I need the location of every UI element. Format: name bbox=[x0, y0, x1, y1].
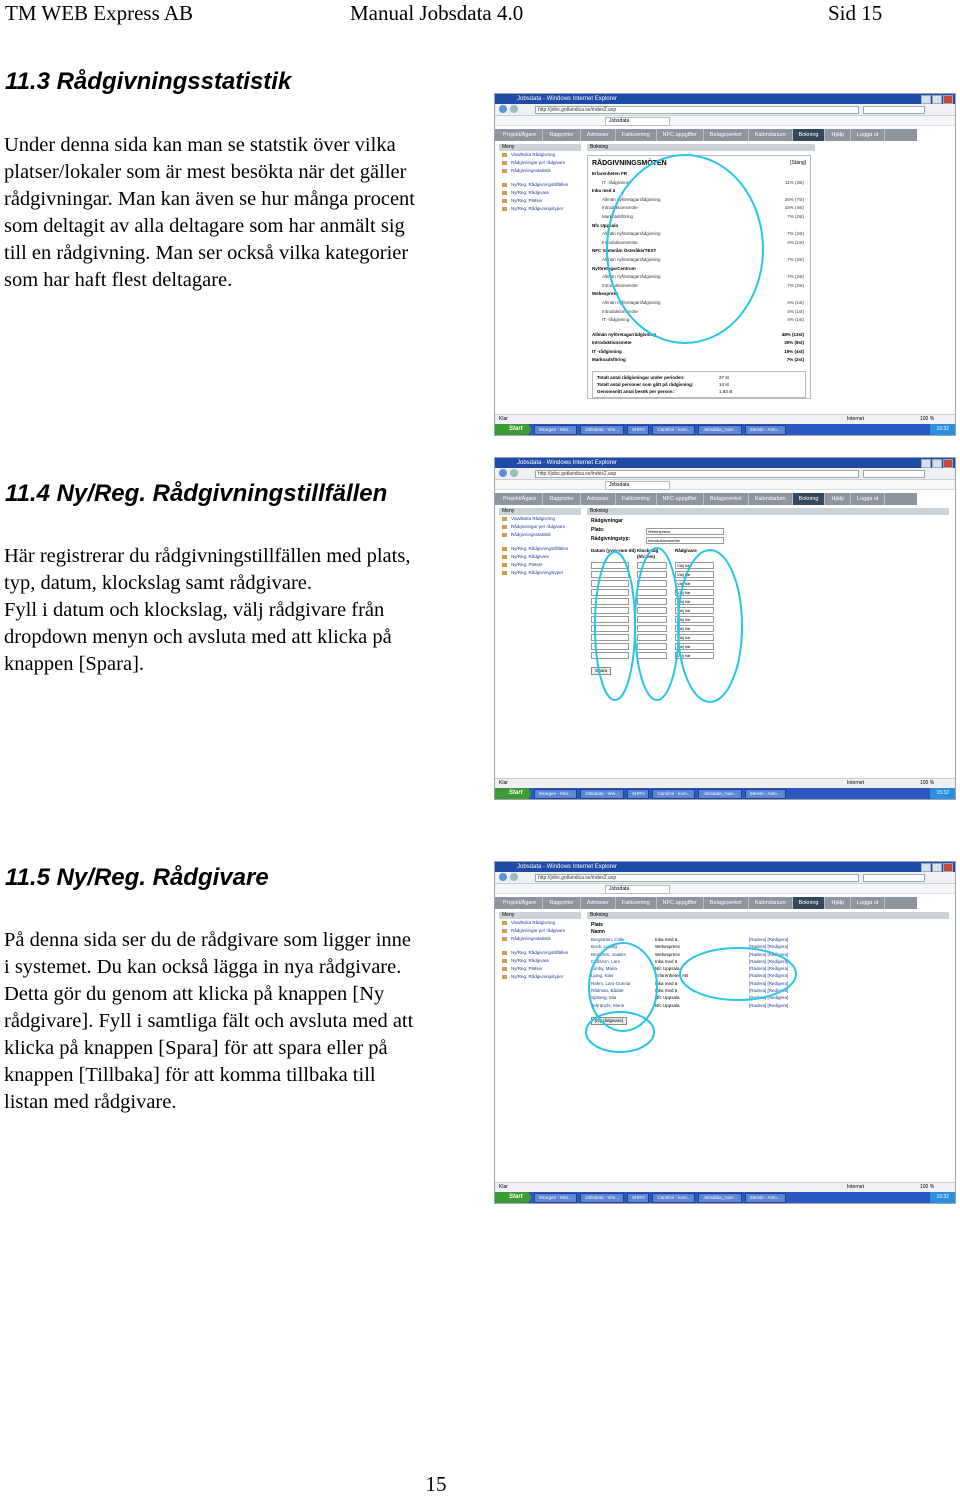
advisor-select[interactable]: Välj här bbox=[675, 580, 714, 587]
type-select[interactable]: Introduktionsmöte bbox=[646, 537, 724, 544]
stats-row: Erfarenheten FR bbox=[592, 171, 628, 176]
advisor-place: Inka med ä bbox=[655, 937, 678, 942]
row-actions[interactable]: [Radera] [Redigera] bbox=[749, 951, 789, 957]
advisor-name-link[interactable]: Carlsson, Lars bbox=[591, 958, 621, 964]
menu-item[interactable]: Bolagsverket bbox=[704, 493, 749, 505]
row-actions[interactable]: [Radera] [Redigera] bbox=[749, 973, 789, 979]
sidebar: Meny Visa/Boka Rådgivning Rådgivningar per rådgivare Rådgivningsstatistik Ny/Reg. Rådgivningstillfällen Ny/Reg. Rådgivare Ny/Reg. Platser Ny/Reg. Rådgivningstyper bbox=[499, 508, 581, 577]
advisor-select[interactable]: Välj här bbox=[675, 598, 714, 605]
minimize-icon[interactable] bbox=[921, 459, 931, 468]
forward-icon[interactable] bbox=[510, 873, 518, 881]
menu-item[interactable]: Hjälp bbox=[825, 493, 851, 505]
url-field[interactable]: http://jobs.gotlandica.se/index2.asp bbox=[535, 874, 859, 882]
row-actions[interactable]: [Radera] [Redigera] bbox=[749, 980, 789, 986]
advisor-name-link[interactable]: Sjöberg, Mia bbox=[591, 995, 617, 1001]
column-time: Klockslag (hh:mm) bbox=[637, 548, 659, 559]
section-text: På denna sida ser du de rådgivare som ligger inne i systemet. Du kan också lägga in nya rådgivare. Detta gör du genom att klicka på knappen [Ny rådgivare]. Fyll i samtliga fält och avsluta med att klicka på knappen [Spara] för att spara eller på knappen [Tillbaka] för att komma tillbaka till listan med rådgivare. bbox=[4, 929, 414, 1113]
menu-item[interactable]: Logga ut bbox=[851, 129, 885, 141]
minimize-icon[interactable] bbox=[921, 95, 931, 104]
sidebar-item[interactable]: Visa/Boka Rådgivning bbox=[499, 515, 581, 523]
sidebar-item[interactable]: Ny/Reg. Rådgivningstyper bbox=[499, 973, 581, 981]
date-input[interactable] bbox=[591, 589, 629, 596]
sidebar: Meny Visa/Boka Rådgivning Rådgivningar per rådgivare Rådgivningsstatistik Ny/Reg. Rådgivningstillfällen Ny/Reg. Rådgivare Ny/Reg. Platser Ny/Reg. Rådgivningstyper bbox=[499, 912, 581, 981]
menu-item[interactable]: Bolagsverket bbox=[704, 129, 749, 141]
address-bar bbox=[495, 872, 955, 884]
row-actions[interactable]: [Radera] [Redigera] bbox=[749, 944, 789, 950]
advisor-name-link[interactable]: Ljung, Klas bbox=[591, 973, 614, 979]
task-button[interactable]: Inkorgen - Micr... bbox=[534, 789, 578, 799]
start-button[interactable]: Start bbox=[495, 424, 531, 435]
task-button[interactable]: Jobsdata_man... bbox=[698, 789, 741, 799]
time-input[interactable] bbox=[637, 634, 667, 641]
task-button[interactable]: Jobsdata_man... bbox=[698, 1193, 741, 1203]
date-input[interactable] bbox=[591, 571, 629, 578]
table-row bbox=[587, 972, 949, 979]
back-icon[interactable] bbox=[499, 873, 507, 881]
time-input[interactable] bbox=[637, 616, 667, 623]
stats-row: Introduktionsmöte 15% (4st) bbox=[602, 205, 804, 211]
sidebar-item[interactable]: Ny/Reg. Platser bbox=[499, 197, 581, 205]
table-row bbox=[587, 965, 949, 972]
stats-row: Marknadsföring 7% (2st) bbox=[602, 213, 804, 219]
table-row bbox=[587, 958, 949, 965]
sidebar-item[interactable]: Ny/Reg. Platser bbox=[499, 965, 581, 973]
advisor-name-link[interactable]: Kimby, Maria bbox=[591, 966, 617, 972]
advisor-select[interactable]: Välj här bbox=[675, 607, 714, 614]
menu-item[interactable]: Kalendarium bbox=[749, 897, 793, 909]
menu-item-active[interactable]: Bokning bbox=[793, 493, 826, 505]
sidebar-item[interactable]: Rådgivningsstatistik bbox=[499, 167, 581, 175]
time-input[interactable] bbox=[637, 625, 667, 632]
advisor-place: Nfc Uppsala bbox=[655, 1002, 680, 1008]
header-manual: Manual Jobsdata 4.0 bbox=[350, 1, 524, 25]
stats-row: Introduktionsmöte 4% (1st) bbox=[602, 308, 804, 314]
advisor-select[interactable]: Välj här bbox=[675, 616, 714, 623]
row-actions[interactable]: [Radera] [Redigera] bbox=[749, 966, 789, 972]
column-name: Namn bbox=[591, 929, 605, 935]
menu-item[interactable]: Adresser bbox=[581, 493, 616, 505]
menu-item-active[interactable]: Bokning bbox=[793, 897, 826, 909]
status-bar: Klar Internet 100 % bbox=[495, 414, 955, 424]
section-heading: 11.3 Rådgivningsstatistik bbox=[5, 68, 292, 95]
table-row bbox=[587, 943, 949, 950]
maximize-icon[interactable] bbox=[932, 95, 942, 104]
column-advisor: Rådgivare bbox=[675, 548, 697, 553]
form-row bbox=[587, 580, 949, 587]
sidebar-item[interactable]: Rådgivningsstatistik bbox=[499, 531, 581, 539]
stats-row: Allmän nyföretagarrådgivning 26% (7st) bbox=[602, 196, 804, 202]
form-row bbox=[587, 625, 949, 632]
menu-item-active[interactable]: Bokning bbox=[793, 129, 826, 141]
advisor-name-link[interactable]: Bergström, Calle bbox=[591, 937, 625, 942]
task-button[interactable]: SHPH bbox=[627, 1193, 650, 1203]
sidebar-item[interactable]: Visa/Boka Rådgivning bbox=[499, 151, 581, 159]
advisors-panel: Bokning Plats Namn Bergström, Calle Inka med ä [Radera] [Redigera] Bock, Ludvig Webexpress [Radera] [Redigera] Broström, Joakim Webexpress [Radera] [Redigera] Carlsson, Lars Inka med ä [Radera] [Redigera] Kimby, Maria Nfc Uppsala [Radera] [Redigera] Ljung, Klas Erfarenheten AB [Radera] [Redigera] Rahm, Lars-Gunnar Inka med ä [Radera] [Redigera] Rådman, Bådde Inka med ä [Radera] [Redigera] Sjöberg, Mia Nfc Uppsala [Radera] [Redigera] Tehranchi, Marie Nfc Uppsala [Radera] [Redigera] [Ny rådgivare] bbox=[587, 912, 949, 1027]
task-button[interactable]: Caroline - kom... bbox=[652, 1193, 695, 1203]
advisor-place: Webexpress bbox=[655, 951, 680, 957]
menu-item[interactable]: NFC uppgifter bbox=[657, 129, 704, 141]
close-icon[interactable] bbox=[943, 459, 953, 468]
logo-icon bbox=[917, 129, 955, 141]
main-menu bbox=[495, 897, 955, 909]
task-button[interactable]: Stensb - Anto... bbox=[745, 425, 786, 435]
stats-row: NyföretagarCentrum bbox=[592, 265, 636, 271]
save-button[interactable]: Spara bbox=[591, 667, 611, 675]
column-date: Datum (yyyy-mm-dd) bbox=[591, 548, 636, 553]
menu-item[interactable]: Rapporter bbox=[543, 493, 580, 505]
advisor-select[interactable]: Välj här bbox=[675, 589, 714, 596]
advisor-name-link[interactable]: Tehranchi, Marie bbox=[591, 1002, 625, 1008]
advisor-name-link[interactable]: Bock, Ludvig bbox=[591, 944, 617, 950]
forward-icon[interactable] bbox=[510, 105, 518, 113]
row-actions[interactable]: [Radera] [Redigera] bbox=[749, 1002, 789, 1008]
sidebar-item[interactable]: Rådgivningar per rådgivare bbox=[499, 927, 581, 935]
clock: 15:32 bbox=[930, 788, 955, 799]
taskbar bbox=[495, 788, 955, 799]
task-button[interactable]: Inkorgen - Micr... bbox=[534, 1193, 578, 1203]
window-titlebar: Jobsdata - Windows Internet Explorer bbox=[495, 94, 955, 104]
advisor-place: Inka med ä bbox=[655, 980, 678, 986]
date-input[interactable] bbox=[591, 562, 629, 569]
sidebar-item[interactable]: Ny/Reg. Rådgivningstyper bbox=[499, 205, 581, 213]
menu-item[interactable]: Adresser bbox=[581, 129, 616, 141]
task-button[interactable]: Jobsdata_man... bbox=[698, 425, 741, 435]
clock: 15:32 bbox=[930, 1192, 955, 1203]
stats-row: Allmän nyföretagarrådgivning 7% (2st) bbox=[602, 231, 804, 237]
stats-row: Nfc Uppsala bbox=[592, 222, 619, 228]
maximize-icon[interactable] bbox=[932, 459, 942, 468]
start-button[interactable]: Start bbox=[495, 788, 531, 799]
stats-row: Inka med ä bbox=[592, 188, 616, 194]
header-page: Sid 15 bbox=[828, 1, 883, 25]
time-input[interactable] bbox=[637, 643, 667, 650]
form-row bbox=[587, 598, 949, 605]
back-icon[interactable] bbox=[499, 105, 507, 113]
menu-item[interactable]: Rapporter bbox=[543, 129, 580, 141]
screenshot-form bbox=[494, 457, 956, 800]
browser-tab[interactable]: Jobsdata bbox=[605, 885, 670, 894]
stats-row: Introduktionsmöte 7% (2st) bbox=[602, 282, 804, 288]
window-titlebar: Jobsdata - Windows Internet Explorer bbox=[495, 862, 955, 872]
back-icon[interactable] bbox=[499, 469, 507, 477]
menu-item[interactable]: Projekt/Ägare bbox=[497, 493, 543, 505]
address-bar bbox=[495, 468, 955, 480]
browser-tab[interactable]: Jobsdata bbox=[605, 117, 670, 126]
time-input[interactable] bbox=[637, 607, 667, 614]
form-row bbox=[587, 607, 949, 614]
task-button[interactable]: SHPH bbox=[627, 425, 650, 435]
logo-icon bbox=[917, 493, 955, 505]
table-row bbox=[587, 1002, 949, 1009]
maximize-icon[interactable] bbox=[932, 863, 942, 872]
page-number: 15 bbox=[425, 1472, 447, 1496]
sidebar-item[interactable]: Ny/Reg. Rådgivningstyper bbox=[499, 569, 581, 577]
taskbar bbox=[495, 1192, 955, 1203]
date-input[interactable] bbox=[591, 625, 629, 632]
advisor-select[interactable]: Välj här bbox=[675, 562, 714, 569]
form-row bbox=[587, 589, 949, 596]
stats-row: Webexpress bbox=[592, 291, 619, 297]
screenshot-statistics bbox=[494, 93, 956, 436]
plats-select[interactable]: Webexpress bbox=[646, 528, 724, 535]
time-input[interactable] bbox=[637, 571, 667, 578]
date-input[interactable] bbox=[591, 580, 629, 587]
sidebar-item[interactable]: Ny/Reg. Rådgivningstillfällen bbox=[499, 949, 581, 957]
status-bar: Klar Internet 100 % bbox=[495, 778, 955, 788]
table-row bbox=[587, 994, 949, 1001]
sidebar-item[interactable]: Rådgivningar per rådgivare bbox=[499, 523, 581, 531]
time-input[interactable] bbox=[637, 562, 667, 569]
date-input[interactable] bbox=[591, 607, 629, 614]
advisor-place: Inka med ä bbox=[655, 958, 678, 964]
menu-item[interactable]: Projekt/Ägare bbox=[497, 897, 543, 909]
menu-item[interactable]: Fakturering bbox=[616, 129, 657, 141]
date-input[interactable] bbox=[591, 652, 629, 659]
search-input[interactable] bbox=[863, 106, 925, 114]
sidebar: Meny Visa/Boka Rådgivning Rådgivningar per rådgivare Rådgivningsstatistik Ny/Reg. Rådgivningstillfällen Ny/Reg. Rådgivare Ny/Reg. Platser Ny/Reg. Rådgivningstyper bbox=[499, 144, 581, 213]
header-company: TM WEB Express AB bbox=[5, 1, 194, 25]
sidebar-item[interactable]: Rådgivningar per rådgivare bbox=[499, 159, 581, 167]
advisor-place: Webexpress bbox=[655, 944, 680, 950]
clock: 15:32 bbox=[930, 424, 955, 435]
stats-summary-row: Marknadsföring 7% (2st) bbox=[592, 357, 804, 363]
task-button[interactable]: SHPH bbox=[627, 789, 650, 799]
section-text: Under denna sida kan man se statstik över vilka platser/lokaler som är mest besökta när det gäller rådgivningar. Man kan även se hur många procent som deltagit av alla deltagare som har anmält sig till en rådgivning. Man ser också vilka kategorier som har haft flest deltagare. bbox=[4, 134, 416, 291]
advisor-select[interactable]: Välj här bbox=[675, 625, 714, 632]
section-heading: 11.5 Ny/Reg. Rådgivare bbox=[5, 864, 269, 891]
sidebar-item[interactable]: Ny/Reg. Rådgivningstillfällen bbox=[499, 545, 581, 553]
address-bar bbox=[495, 104, 955, 116]
advisor-select[interactable]: Välj här bbox=[675, 652, 714, 659]
menu-item[interactable]: Logga ut bbox=[851, 897, 885, 909]
menu-item[interactable]: Bolagsverket bbox=[704, 897, 749, 909]
sidebar-item[interactable]: Ny/Reg. Rådgivare bbox=[499, 957, 581, 965]
screenshot-advisors bbox=[494, 861, 956, 1204]
stats-row: NFC Vasteråm ÖsteråkerTEXT bbox=[592, 248, 657, 254]
stats-row: Introduktionsmöte 4% (1st) bbox=[602, 239, 804, 245]
row-actions[interactable]: [Radera] [Redigera] bbox=[749, 958, 789, 964]
task-button[interactable]: Jobsdata - Win... bbox=[580, 1193, 624, 1203]
start-button[interactable]: Start bbox=[495, 1192, 531, 1203]
table-row bbox=[587, 936, 949, 943]
main-menu bbox=[495, 493, 955, 505]
menu-item[interactable]: Adresser bbox=[581, 897, 616, 909]
stats-row: Allmän nyföretagarrådgivning 7% (2st) bbox=[602, 274, 804, 280]
form-row bbox=[587, 643, 949, 650]
advisor-name-link[interactable]: Rahm, Lars-Gunnar bbox=[591, 980, 631, 986]
menu-item[interactable]: Fakturering bbox=[616, 493, 657, 505]
row-actions[interactable]: [Radera] [Redigera] bbox=[749, 937, 789, 942]
browser-tab[interactable]: Jobsdata bbox=[605, 481, 670, 490]
advisor-select[interactable]: Välj här bbox=[675, 571, 714, 578]
advisor-place: Erfarenheten AB bbox=[655, 973, 689, 979]
advisor-place: Nfc Uppsala bbox=[655, 995, 680, 1001]
time-input[interactable] bbox=[637, 580, 667, 587]
menu-item[interactable]: Hjälp bbox=[825, 129, 851, 141]
advisor-select[interactable]: Välj här bbox=[675, 634, 714, 641]
row-actions[interactable]: [Radera] [Redigera] bbox=[749, 995, 789, 1001]
table-row bbox=[587, 980, 949, 987]
menu-item[interactable]: Fakturering bbox=[616, 897, 657, 909]
menu-item[interactable]: Hjälp bbox=[825, 897, 851, 909]
advisor-place: Inka med ä bbox=[655, 988, 678, 994]
menu-item[interactable]: Logga ut bbox=[851, 493, 885, 505]
stats-panel: Bokning RÅDGIVNINGSMÖTEN [Stäng] Erfarenheten FR IT -rådgivning 11% (3st) Inka med ä Allmän nyföretagarrådgivning 26% (7st) Introduktionsmöte 15% (4st) Marknadsföring 7% (2st) Nfc Uppsala Allmän nyföretagarrådgivning 7% (2st) Introduktionsmöte 4% (1st) NFC Vasteråm ÖsteråkerTEXT Allmän nyföretagarrådgivning 7% (2st) NyföretagarCentrum Allmän nyföretagarrådgivning 7% (2st) Introduktionsmöte 7% (2st) Webexpress Allmän nyföretagarrådgivning 4% (1st) Introduktionsmöte 4% (1st) IT -rådgivning 4% (1st) Allmän nyföretagarrådgivning 48% (13st) Introduktionsmöte 30% (8st) IT -rådgivning 15% (4st) Marknadsföring 7% (2st) Totalt antal rådgivningar under perioden: 27 st Totalt antal personer som gått på rådgivning: 14 st Genomsnitt antal besök per person: 1,93 st bbox=[587, 144, 815, 399]
menu-item[interactable]: NFC uppgifter bbox=[657, 897, 704, 909]
form-panel: Bokning Rådgivningar Plats: Webexpress Rådgivningstyp: Introduktionsmöte Datum (yyyy-mm-dd) Klockslag (hh:mm) Rådgivare Välj här Välj här Välj här Välj här Välj här Välj här Välj här Välj här Välj här Välj här Välj här Spara bbox=[587, 508, 949, 677]
stats-row: IT -rådgivning 4% (1st) bbox=[602, 317, 804, 323]
section-text: Här registrerar du rådgivningstillfällen med plats, typ, datum, klockslag samt rådgivare. Fyll i datum och klockslag, välj rådgivare från dropdown menyn och avsluta med att klicka på knappen [Spara]. bbox=[4, 545, 411, 675]
form-row bbox=[587, 634, 949, 641]
stats-totals: Totalt antal rådgivningar under perioden: 27 st Totalt antal personer som gått på rådgivning: 14 st Genomsnitt antal besök per person: 1,93 st bbox=[592, 371, 806, 398]
stats-row: Allmän nyföretagarrådgivning 4% (1st) bbox=[602, 299, 804, 305]
forward-icon[interactable] bbox=[510, 469, 518, 477]
stats-row: Allmän nyföretagarrådgivning 7% (2st) bbox=[602, 256, 804, 262]
advisor-name-link[interactable]: Broström, Joakim bbox=[591, 951, 627, 957]
time-input[interactable] bbox=[637, 652, 667, 659]
list-title: Plats bbox=[591, 922, 603, 928]
form-row bbox=[587, 562, 949, 569]
close-icon[interactable] bbox=[943, 95, 953, 104]
task-button[interactable]: Jobsdata - Win... bbox=[580, 789, 624, 799]
row-actions[interactable]: [Radera] [Redigera] bbox=[749, 988, 789, 994]
sidebar-item[interactable]: Ny/Reg. Platser bbox=[499, 561, 581, 569]
minimize-icon[interactable] bbox=[921, 863, 931, 872]
close-link[interactable]: [Stäng] bbox=[790, 160, 806, 166]
logo-icon bbox=[917, 897, 955, 909]
task-button[interactable]: Caroline - kom... bbox=[652, 425, 695, 435]
section-heading: 11.4 Ny/Reg. Rådgivningstillfällen bbox=[5, 480, 388, 507]
advisor-name-link[interactable]: Rådman, Bådde bbox=[591, 988, 624, 994]
menu-item[interactable]: Kalendarium bbox=[749, 129, 793, 141]
table-row bbox=[587, 951, 949, 958]
task-button[interactable]: Stensb - Anto... bbox=[745, 1193, 786, 1203]
stats-summary-row: IT -rådgivning 15% (4st) bbox=[592, 348, 804, 354]
form-row bbox=[587, 652, 949, 659]
search-input[interactable] bbox=[863, 874, 925, 882]
time-input[interactable] bbox=[637, 598, 667, 605]
sidebar-item[interactable]: Rådgivningsstatistik bbox=[499, 935, 581, 943]
stats-title: RÅDGIVNINGSMÖTEN bbox=[592, 160, 667, 167]
taskbar bbox=[495, 424, 955, 435]
date-input[interactable] bbox=[591, 643, 629, 650]
date-input[interactable] bbox=[591, 598, 629, 605]
menu-item[interactable]: NFC uppgifter bbox=[657, 493, 704, 505]
task-button[interactable]: Stensb - Anto... bbox=[745, 789, 786, 799]
stats-summary-row: Introduktionsmöte 30% (8st) bbox=[592, 340, 804, 346]
url-field[interactable]: http://jobs.gotlandica.se/index2.asp bbox=[535, 470, 859, 478]
task-button[interactable]: Inkorgen - Micr... bbox=[534, 425, 578, 435]
form-row bbox=[587, 571, 949, 578]
menu-item[interactable]: Projekt/Ägare bbox=[497, 129, 543, 141]
window-titlebar: Jobsdata - Windows Internet Explorer bbox=[495, 458, 955, 468]
stats-row: IT -rådgivning 11% (3st) bbox=[602, 179, 804, 185]
search-input[interactable] bbox=[863, 470, 925, 478]
status-bar: Klar Internet 100 % bbox=[495, 1182, 955, 1192]
sidebar-item[interactable]: Ny/Reg. Rådgivare bbox=[499, 553, 581, 561]
date-input[interactable] bbox=[591, 616, 629, 623]
main-menu bbox=[495, 129, 955, 141]
table-row bbox=[587, 987, 949, 994]
advisor-place: Nfc Uppsala bbox=[655, 966, 680, 972]
close-icon[interactable] bbox=[943, 863, 953, 872]
advisor-select[interactable]: Välj här bbox=[675, 643, 714, 650]
time-input[interactable] bbox=[637, 589, 667, 596]
stats-summary-row: Allmän nyföretagarrådgivning 48% (13st) bbox=[592, 331, 804, 337]
new-advisor-button[interactable]: [Ny rådgivare] bbox=[591, 1017, 627, 1025]
url-field[interactable]: http://jobs.gotlandica.se/index2.asp bbox=[535, 106, 859, 114]
sidebar-item[interactable]: Ny/Reg. Rådgivare bbox=[499, 189, 581, 197]
sidebar-item[interactable]: Ny/Reg. Rådgivningstillfällen bbox=[499, 181, 581, 189]
sidebar-item[interactable]: Visa/Boka Rådgivning bbox=[499, 919, 581, 927]
task-button[interactable]: Caroline - kom... bbox=[652, 789, 695, 799]
task-button[interactable]: Jobsdata - Win... bbox=[580, 425, 624, 435]
menu-item[interactable]: Kalendarium bbox=[749, 493, 793, 505]
date-input[interactable] bbox=[591, 634, 629, 641]
menu-item[interactable]: Rapporter bbox=[543, 897, 580, 909]
form-row bbox=[587, 616, 949, 623]
form-title: Rådgivningar bbox=[591, 518, 623, 524]
